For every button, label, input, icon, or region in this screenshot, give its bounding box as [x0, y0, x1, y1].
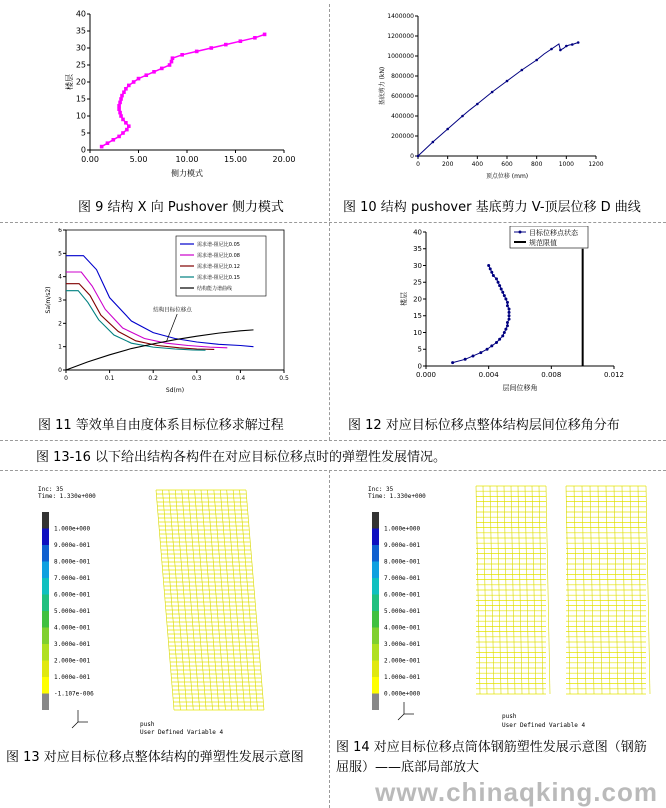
data-point [170, 60, 174, 64]
footer-label: push [502, 713, 517, 720]
data-point [160, 67, 164, 71]
legend-color-swatch [372, 545, 379, 562]
data-point [495, 277, 498, 280]
legend-color-swatch [42, 578, 49, 595]
x-axis-label: 顶点位移 (mm) [485, 173, 529, 180]
figure-12-caption: 图 12 对应目标位移点整体结构层间位移角分布 [348, 418, 620, 433]
x-tick-label: 0.008 [541, 371, 562, 379]
data-point [121, 118, 125, 122]
figure-13-caption: 图 13 对应目标位移点整体结构的弹塑性发展示意图 [6, 750, 304, 765]
data-point [487, 264, 490, 267]
legend-color-swatch [42, 644, 49, 661]
y-tick-label: 15 [75, 94, 86, 104]
legend-label: 需求谱-阻尼比0.05 [197, 242, 240, 248]
x-tick-label: 5.00 [129, 155, 148, 164]
data-point [117, 135, 121, 139]
data-point [118, 111, 122, 115]
legend-label: 规范限值 [529, 239, 557, 247]
data-point [263, 33, 267, 37]
y-tick-label: 200000 [391, 133, 414, 140]
y-tick-label: 5 [80, 128, 86, 138]
data-point [472, 354, 475, 357]
legend-value: 1.000e-001 [384, 674, 421, 681]
data-point [239, 39, 243, 43]
table-divider [0, 470, 666, 471]
data-point [432, 141, 435, 144]
data-point [506, 321, 509, 324]
data-point [120, 94, 124, 98]
x-tick-label: 600 [501, 161, 513, 168]
legend-color-swatch [372, 628, 379, 645]
data-point [118, 101, 122, 105]
data-point [137, 77, 141, 81]
y-tick-label: 0 [417, 362, 422, 371]
x-tick-label: 0.2 [148, 375, 158, 382]
y-tick-label: 25 [413, 278, 422, 287]
legend-color-swatch [372, 562, 379, 579]
data-point [492, 274, 495, 277]
data-point [464, 358, 467, 361]
legend-value: 6.000e-001 [384, 591, 421, 599]
legend-color-swatch [42, 595, 49, 612]
legend-value: 7.000e-001 [384, 575, 421, 582]
legend-value: 5.000e-001 [384, 608, 421, 615]
y-tick-label: 20 [75, 77, 86, 87]
data-point [508, 314, 511, 317]
legend-color-swatch [42, 545, 49, 562]
y-tick-label: 0 [410, 153, 414, 160]
data-point [501, 334, 504, 337]
x-tick-label: 0.4 [235, 375, 246, 382]
data-point [121, 131, 125, 135]
legend-color-swatch [42, 694, 49, 711]
data-point [571, 43, 574, 46]
y-tick-label: 0 [58, 367, 62, 374]
data-point [508, 311, 511, 314]
data-point [100, 145, 104, 149]
y-tick-label: 400000 [391, 113, 414, 120]
legend-color-swatch [372, 529, 379, 546]
y-tick-label: 40 [75, 9, 86, 19]
y-axis-label: 楼层 [65, 74, 74, 90]
data-point [117, 107, 121, 111]
x-axis-label: Sd(m) [165, 387, 185, 394]
x-tick-label: 0.5 [279, 375, 289, 382]
header-label: Time: 1.330e+000 [38, 493, 96, 500]
x-tick-label: 20.00 [272, 155, 296, 164]
y-tick-label: 1200000 [387, 33, 414, 40]
legend-color-swatch [372, 578, 379, 595]
x-tick-label: 0.1 [104, 375, 115, 382]
y-tick-label: 1400000 [387, 13, 414, 20]
data-point [521, 69, 524, 72]
data-point [124, 121, 128, 125]
legend-label: 结构能力谱曲线 [197, 286, 233, 292]
data-point [504, 298, 507, 301]
data-point [127, 124, 131, 128]
y-tick-label: 35 [75, 26, 86, 36]
data-point [119, 114, 123, 118]
y-tick-label: 40 [413, 228, 422, 237]
data-point [119, 97, 123, 101]
legend-color-swatch [42, 611, 49, 628]
data-point [111, 138, 115, 142]
data-point [535, 59, 538, 62]
y-tick-label: 3 [58, 297, 62, 304]
mesh-model [156, 490, 264, 710]
legend-value: 1.000e+000 [54, 525, 91, 533]
data-point [498, 284, 501, 287]
legend-value: 0.000e+000 [384, 690, 421, 698]
y-tick-label: 15 [413, 312, 422, 321]
data-point [144, 73, 148, 77]
data-point [503, 331, 506, 334]
axis-triad-y [72, 722, 78, 728]
axis-triad-y [398, 714, 404, 720]
x-axis-label: 层间位移角 [502, 384, 538, 392]
data-point [180, 53, 184, 57]
y-tick-label: 1000000 [387, 53, 414, 60]
legend-value: 3.000e-001 [54, 641, 91, 648]
legend-marker [519, 231, 522, 234]
y-tick-label: 5 [58, 250, 62, 258]
legend-color-swatch [372, 661, 379, 678]
data-point [224, 43, 228, 47]
table-divider [0, 440, 666, 441]
y-tick-label: 30 [75, 43, 86, 53]
data-point [508, 308, 511, 311]
figure-10-chart [372, 10, 608, 185]
data-point [127, 84, 131, 88]
legend-color-swatch [372, 694, 379, 711]
data-point [506, 304, 509, 307]
header-label: Time: 1.330e+000 [368, 493, 426, 500]
y-axis-label: 基底剪力 (kN) [379, 66, 386, 106]
legend-color-swatch [42, 677, 49, 694]
figure-11-caption: 图 11 等效单自由度体系目标位移求解过程 [38, 418, 284, 433]
legend-label: 目标位移点状态 [529, 229, 578, 237]
data-point [508, 318, 511, 321]
x-tick-label: 0.3 [192, 375, 202, 382]
table-divider [0, 222, 666, 223]
legend-value: 4.000e-001 [384, 624, 421, 632]
legend-label: 需求谱-阻尼比0.12 [197, 264, 240, 270]
data-point [490, 271, 493, 274]
x-tick-label: 0.012 [603, 371, 624, 379]
data-point [486, 348, 489, 351]
data-point [577, 41, 580, 44]
data-point [125, 128, 129, 132]
legend-color-swatch [372, 644, 379, 661]
data-point [501, 291, 504, 294]
data-point [500, 287, 503, 290]
y-tick-label: 10 [75, 111, 86, 121]
y-axis-label: Sa(m/s2) [45, 286, 52, 314]
data-point [565, 45, 568, 48]
legend-color-swatch [372, 611, 379, 628]
watermark: www.chinaqking.com [375, 777, 658, 807]
legend-value: 5.000e-001 [54, 608, 91, 615]
data-point [253, 36, 257, 40]
data-point [446, 128, 449, 131]
legend-value: 9.000e-001 [384, 542, 421, 549]
data-point [124, 87, 128, 91]
data-point [490, 344, 493, 347]
y-tick-label: 800000 [391, 73, 414, 80]
legend-value: 2.000e-001 [54, 657, 91, 665]
y-axis-label: 楼层 [400, 292, 408, 306]
series-line [453, 266, 509, 363]
legend-color-swatch [372, 677, 379, 694]
legend-value: 6.000e-001 [54, 591, 91, 599]
x-tick-label: 1000 [558, 161, 574, 168]
figure-14-contour [366, 482, 658, 734]
x-tick-label: 400 [471, 161, 484, 168]
figure-9-chart [60, 8, 300, 183]
legend-value: 8.000e-001 [384, 558, 421, 566]
legend-label: 需求谱-阻尼比0.08 [197, 253, 240, 259]
data-point [171, 56, 175, 60]
data-point [504, 328, 507, 331]
x-axis-label: 侧力模式 [171, 169, 203, 178]
legend-color-swatch [42, 529, 49, 546]
x-tick-label: 0 [416, 161, 420, 168]
series-line [66, 330, 253, 370]
figure-14-caption: 图 14 对应目标位移点筒体钢筋塑性发展示意图（钢筋屈服）——底部局部放大 [336, 740, 647, 775]
data-point [117, 104, 121, 108]
y-tick-label: 5 [417, 345, 422, 354]
data-point [152, 70, 156, 74]
x-tick-label: 10.00 [175, 155, 199, 164]
y-tick-label: 35 [413, 245, 422, 254]
legend-color-swatch [42, 661, 49, 678]
data-point [417, 155, 420, 158]
data-point [506, 301, 509, 304]
legend-value: -1.107e-006 [54, 690, 94, 698]
data-point [503, 294, 506, 297]
header-label: Inc: 35 [38, 486, 64, 493]
legend-label: 需求谱-阻尼比0.15 [197, 275, 240, 281]
figure-13-contour [36, 482, 296, 737]
x-tick-label: 0.004 [478, 371, 499, 379]
legend-value: 7.000e-001 [54, 575, 91, 582]
data-point [498, 338, 501, 341]
data-point [491, 91, 494, 94]
x-tick-label: 0.00 [81, 155, 99, 164]
x-tick-label: 0.000 [415, 371, 437, 379]
figure-10-caption: 图 10 结构 pushover 基底剪力 V-顶层位移 D 曲线 [343, 200, 641, 215]
legend-value: 2.000e-001 [384, 657, 421, 665]
figure-11-chart [40, 228, 290, 398]
legend-value: 1.000e-001 [54, 674, 91, 681]
figure-12-chart [392, 226, 624, 402]
data-point [479, 351, 482, 354]
data-point [559, 49, 562, 52]
legend-value: 8.000e-001 [54, 558, 91, 566]
x-tick-label: 200 [441, 161, 454, 168]
y-tick-label: 25 [75, 60, 86, 70]
footer-label: User Defined Variable 4 [502, 722, 586, 729]
data-point [195, 50, 199, 54]
legend-value: 3.000e-001 [384, 641, 421, 648]
table-divider [329, 470, 330, 808]
data-point [209, 46, 213, 50]
data-point [497, 281, 500, 284]
legend-color-swatch [372, 512, 379, 529]
mesh-line [546, 486, 550, 694]
data-point [506, 80, 509, 83]
data-point [451, 361, 454, 364]
x-tick-label: 800 [530, 161, 543, 168]
data-point [495, 341, 498, 344]
y-tick-label: 600000 [391, 93, 414, 100]
y-tick-label: 4 [58, 273, 62, 281]
data-point [132, 80, 136, 84]
legend-value: 9.000e-001 [54, 542, 91, 549]
data-point [489, 267, 492, 270]
mesh-line [646, 486, 650, 694]
body-paragraph: 图 13-16 以下给出结构各构件在对应目标位移点时的弹塑性发展情况。 [36, 450, 447, 465]
legend-value: 4.000e-001 [54, 624, 91, 632]
y-tick-label: 10 [413, 328, 422, 337]
mesh-model [476, 486, 650, 694]
data-point [506, 324, 509, 327]
x-tick-label: 0 [64, 375, 68, 382]
data-point [461, 115, 464, 118]
footer-label: push [140, 721, 155, 728]
annotation-label: 结构目标位移点 [153, 307, 192, 314]
legend-color-swatch [372, 595, 379, 612]
data-point [550, 48, 553, 51]
data-point [168, 63, 172, 67]
data-point [106, 141, 110, 145]
x-tick-label: 15.00 [224, 155, 247, 164]
y-tick-label: 0 [80, 145, 86, 155]
data-point [122, 90, 126, 94]
x-tick-label: 1200 [588, 161, 604, 168]
y-tick-label: 20 [413, 295, 422, 304]
legend-value: 1.000e+000 [384, 525, 421, 533]
series-line [418, 43, 578, 157]
y-tick-label: 6 [58, 228, 62, 234]
header-label: Inc: 35 [368, 486, 394, 493]
legend-color-swatch [42, 512, 49, 529]
data-point [476, 103, 479, 106]
y-tick-label: 30 [413, 261, 422, 270]
legend-color-swatch [42, 628, 49, 645]
figure-9-caption: 图 9 结构 X 向 Pushover 侧力模式 [78, 200, 284, 215]
legend-color-swatch [42, 562, 49, 579]
y-tick-label: 2 [58, 320, 62, 328]
y-tick-label: 1 [58, 343, 62, 351]
footer-label: User Defined Variable 4 [140, 729, 224, 736]
